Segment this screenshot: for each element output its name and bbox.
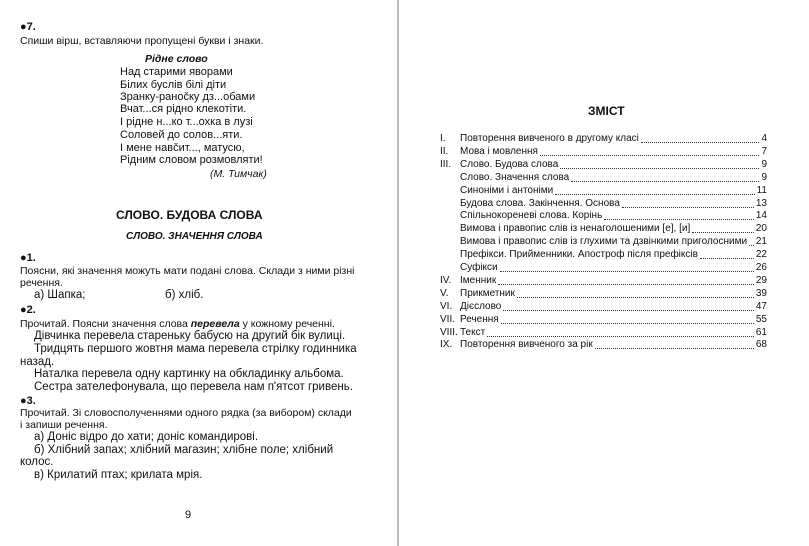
toc-entry [440, 223, 767, 235]
toc-entry-title: Дієслово [460, 300, 502, 312]
toc-entry-title: Префікси. Прийменники. Апостроф після префіксів [460, 249, 698, 261]
poem-line: Рідним словом розмовляти! [120, 154, 263, 166]
toc-entry-number: VIII. [440, 326, 458, 338]
exercise-2-line: Сестра зателефонувала, що перевела нам п'ятсот гривень. [34, 381, 353, 393]
exercise-2-instruction-post: у кожному реченні. [239, 318, 335, 330]
exercise-1-instruction-cont: речення. [20, 277, 63, 289]
toc-entry-title: Слово. Значення слова [460, 171, 570, 183]
exercise-1-instruction: Поясни, які значення можуть мати подані слова. Склади з ними різні [20, 265, 355, 277]
toc-entry-page: 55 [755, 313, 767, 325]
toc-entry-title: Вимова і правопис слів із глухими та дзвінкими приголосними [460, 236, 748, 248]
toc-entry-page: 29 [755, 274, 767, 286]
toc-entry-title: Синоніми і антоніми [460, 184, 554, 196]
poem-line: Білих буслів білі діти [120, 79, 227, 91]
exercise-1-number-text: 1. [26, 252, 36, 264]
page-number: 9 [185, 509, 192, 521]
toc-entry-title: Прикметник [460, 287, 515, 299]
exercise-3-instruction-cont: і запиши речення. [20, 419, 108, 431]
page-gutter [397, 0, 399, 546]
exercise-2-line: Наталка перевела одну картинку на обкладинку альбома. [34, 368, 344, 380]
toc-entry [440, 339, 767, 351]
toc-entry-title: Речення [460, 313, 499, 325]
subsection-title: СЛОВО. ЗНАЧЕННЯ СЛОВА [126, 231, 263, 242]
toc-dot-leader [641, 131, 759, 143]
toc-entry-number: III. [440, 158, 452, 170]
exercise-1-item-b: б) хліб. [165, 289, 204, 301]
toc-dot-leader [692, 221, 754, 233]
toc-dot-leader [622, 196, 754, 208]
poem-line: Вчат...ся рідно клекотіти. [120, 103, 247, 115]
exercise-2-instruction-pre: Прочитай. Поясни значення слова [20, 318, 191, 330]
exercise-3-line-b-cont: колос. [20, 456, 54, 468]
exercise-2-line: Дівчинка перевела стареньку бабусю на другий бік вулиці. [34, 330, 346, 342]
poem-line: І мене навčит..., матусю, [120, 142, 245, 154]
toc-dot-leader [500, 260, 754, 272]
poem-line: І рідне н...ко т...охка в лузі [120, 116, 253, 128]
exercise-2-keyword: перевела [190, 318, 240, 330]
toc-entry-page: 20 [755, 223, 767, 235]
toc-dot-leader [501, 312, 754, 324]
poem-line: Соловей до солов...яти. [120, 129, 243, 141]
toc-entry-title: Будова слова. Закінчення. Основа [460, 197, 620, 209]
toc-entry-title: Мова і мовлення [460, 145, 538, 157]
toc-entry-number: V. [440, 287, 449, 299]
toc-entry-number: IX. [440, 339, 453, 351]
toc-entry-page: 47 [755, 300, 767, 312]
toc-dot-leader [498, 273, 754, 285]
toc-dot-leader [749, 234, 754, 246]
toc-entry-page: 14 [755, 210, 767, 222]
toc-entry-page: 21 [755, 236, 767, 248]
exercise-3-number: ●3. [20, 395, 36, 407]
exercise-7-number: ●7. [20, 21, 36, 33]
toc-dot-leader [503, 299, 754, 311]
poem-line: Над старими яворами [120, 66, 233, 78]
toc-dot-leader [571, 170, 759, 182]
exercise-2-line: назад. [20, 356, 55, 368]
toc-dot-leader [700, 247, 754, 259]
exercise-7-instruction: Спиши вірш, вставляючи пропущені букви і знаки. [20, 35, 264, 47]
toc-dot-leader [595, 337, 754, 349]
toc-entry-number: II. [440, 145, 449, 157]
exercise-3-line-b: б) Хлібний запах; хлібний магазин; хлібне поле; хлібний [34, 444, 334, 456]
toc-dot-leader [604, 208, 754, 220]
exercise-1-number: ●1. [20, 252, 36, 264]
exercise-2-line: Тридцять першого жовтня мама перевела стрілку годинника [34, 343, 357, 355]
exercise-1-item-a: а) Шапка; [34, 289, 86, 301]
exercise-3-line-c: в) Крилатий птах; крилата мрія. [34, 469, 203, 481]
toc-entry-title: Іменник [460, 274, 497, 286]
toc-dot-leader [540, 144, 759, 156]
toc-entry-title: Слово. Будова слова [460, 158, 559, 170]
toc-entry-number: VII. [440, 313, 456, 325]
toc-entry-number: VI. [440, 300, 453, 312]
poem-title: Рідне слово [145, 53, 208, 65]
toc-entry-page: 7 [761, 145, 767, 157]
toc-entry-page: 39 [755, 287, 767, 299]
exercise-3-line-a: а) Доніс відро до хати; доніс командирові. [34, 431, 259, 443]
toc-entry-title: Текст [460, 326, 486, 338]
exercise-3-instruction: Прочитай. Зі словосполученнями одного рядка (за вибором) склади [20, 407, 352, 419]
exercise-2-instruction [20, 318, 335, 330]
toc-title: ЗМІСТ [588, 104, 625, 118]
toc-entry-title: Спільнокореневі слова. Корінь [460, 210, 603, 222]
toc-entry-page: 26 [755, 262, 767, 273]
toc-entry-title: Суфікси [460, 262, 498, 273]
toc-entry-page: 68 [755, 339, 767, 351]
toc-dot-leader [560, 157, 759, 169]
toc-dot-leader [487, 325, 754, 337]
exercise-3-number-text: 3. [26, 395, 36, 407]
toc-entry-title: Повторення вивченого в другому класі [460, 133, 639, 144]
toc-entry-page: 13 [755, 197, 767, 209]
poem-author: (М. Тимчак) [210, 168, 267, 180]
exercise-2-number: ●2. [20, 304, 36, 316]
poem-line: Зранку-ранočку дз...обами [120, 91, 256, 103]
exercise-2-number-text: 2. [26, 304, 36, 316]
toc-entry-page: 22 [755, 249, 767, 261]
toc-entry-page: 4 [761, 133, 767, 144]
toc-entry-page: 61 [755, 326, 767, 338]
toc-dot-leader [517, 286, 754, 298]
toc-dot-leader [555, 183, 755, 195]
toc-entry-page: 11 [756, 184, 767, 196]
toc-entry-number: I. [440, 133, 446, 144]
toc-entry-title: Вимова і правопис слів із ненаголошеними [е], [и] [460, 223, 691, 235]
toc-entry-title: Повторення вивченого за рік [460, 339, 593, 351]
section-title: СЛОВО. БУДОВА СЛОВА [116, 208, 263, 222]
toc-entry-page: 9 [761, 158, 767, 170]
toc-entry-number: IV. [440, 274, 452, 286]
toc-entry-page: 9 [761, 171, 767, 183]
exercise-7-number-text: 7. [26, 21, 36, 33]
